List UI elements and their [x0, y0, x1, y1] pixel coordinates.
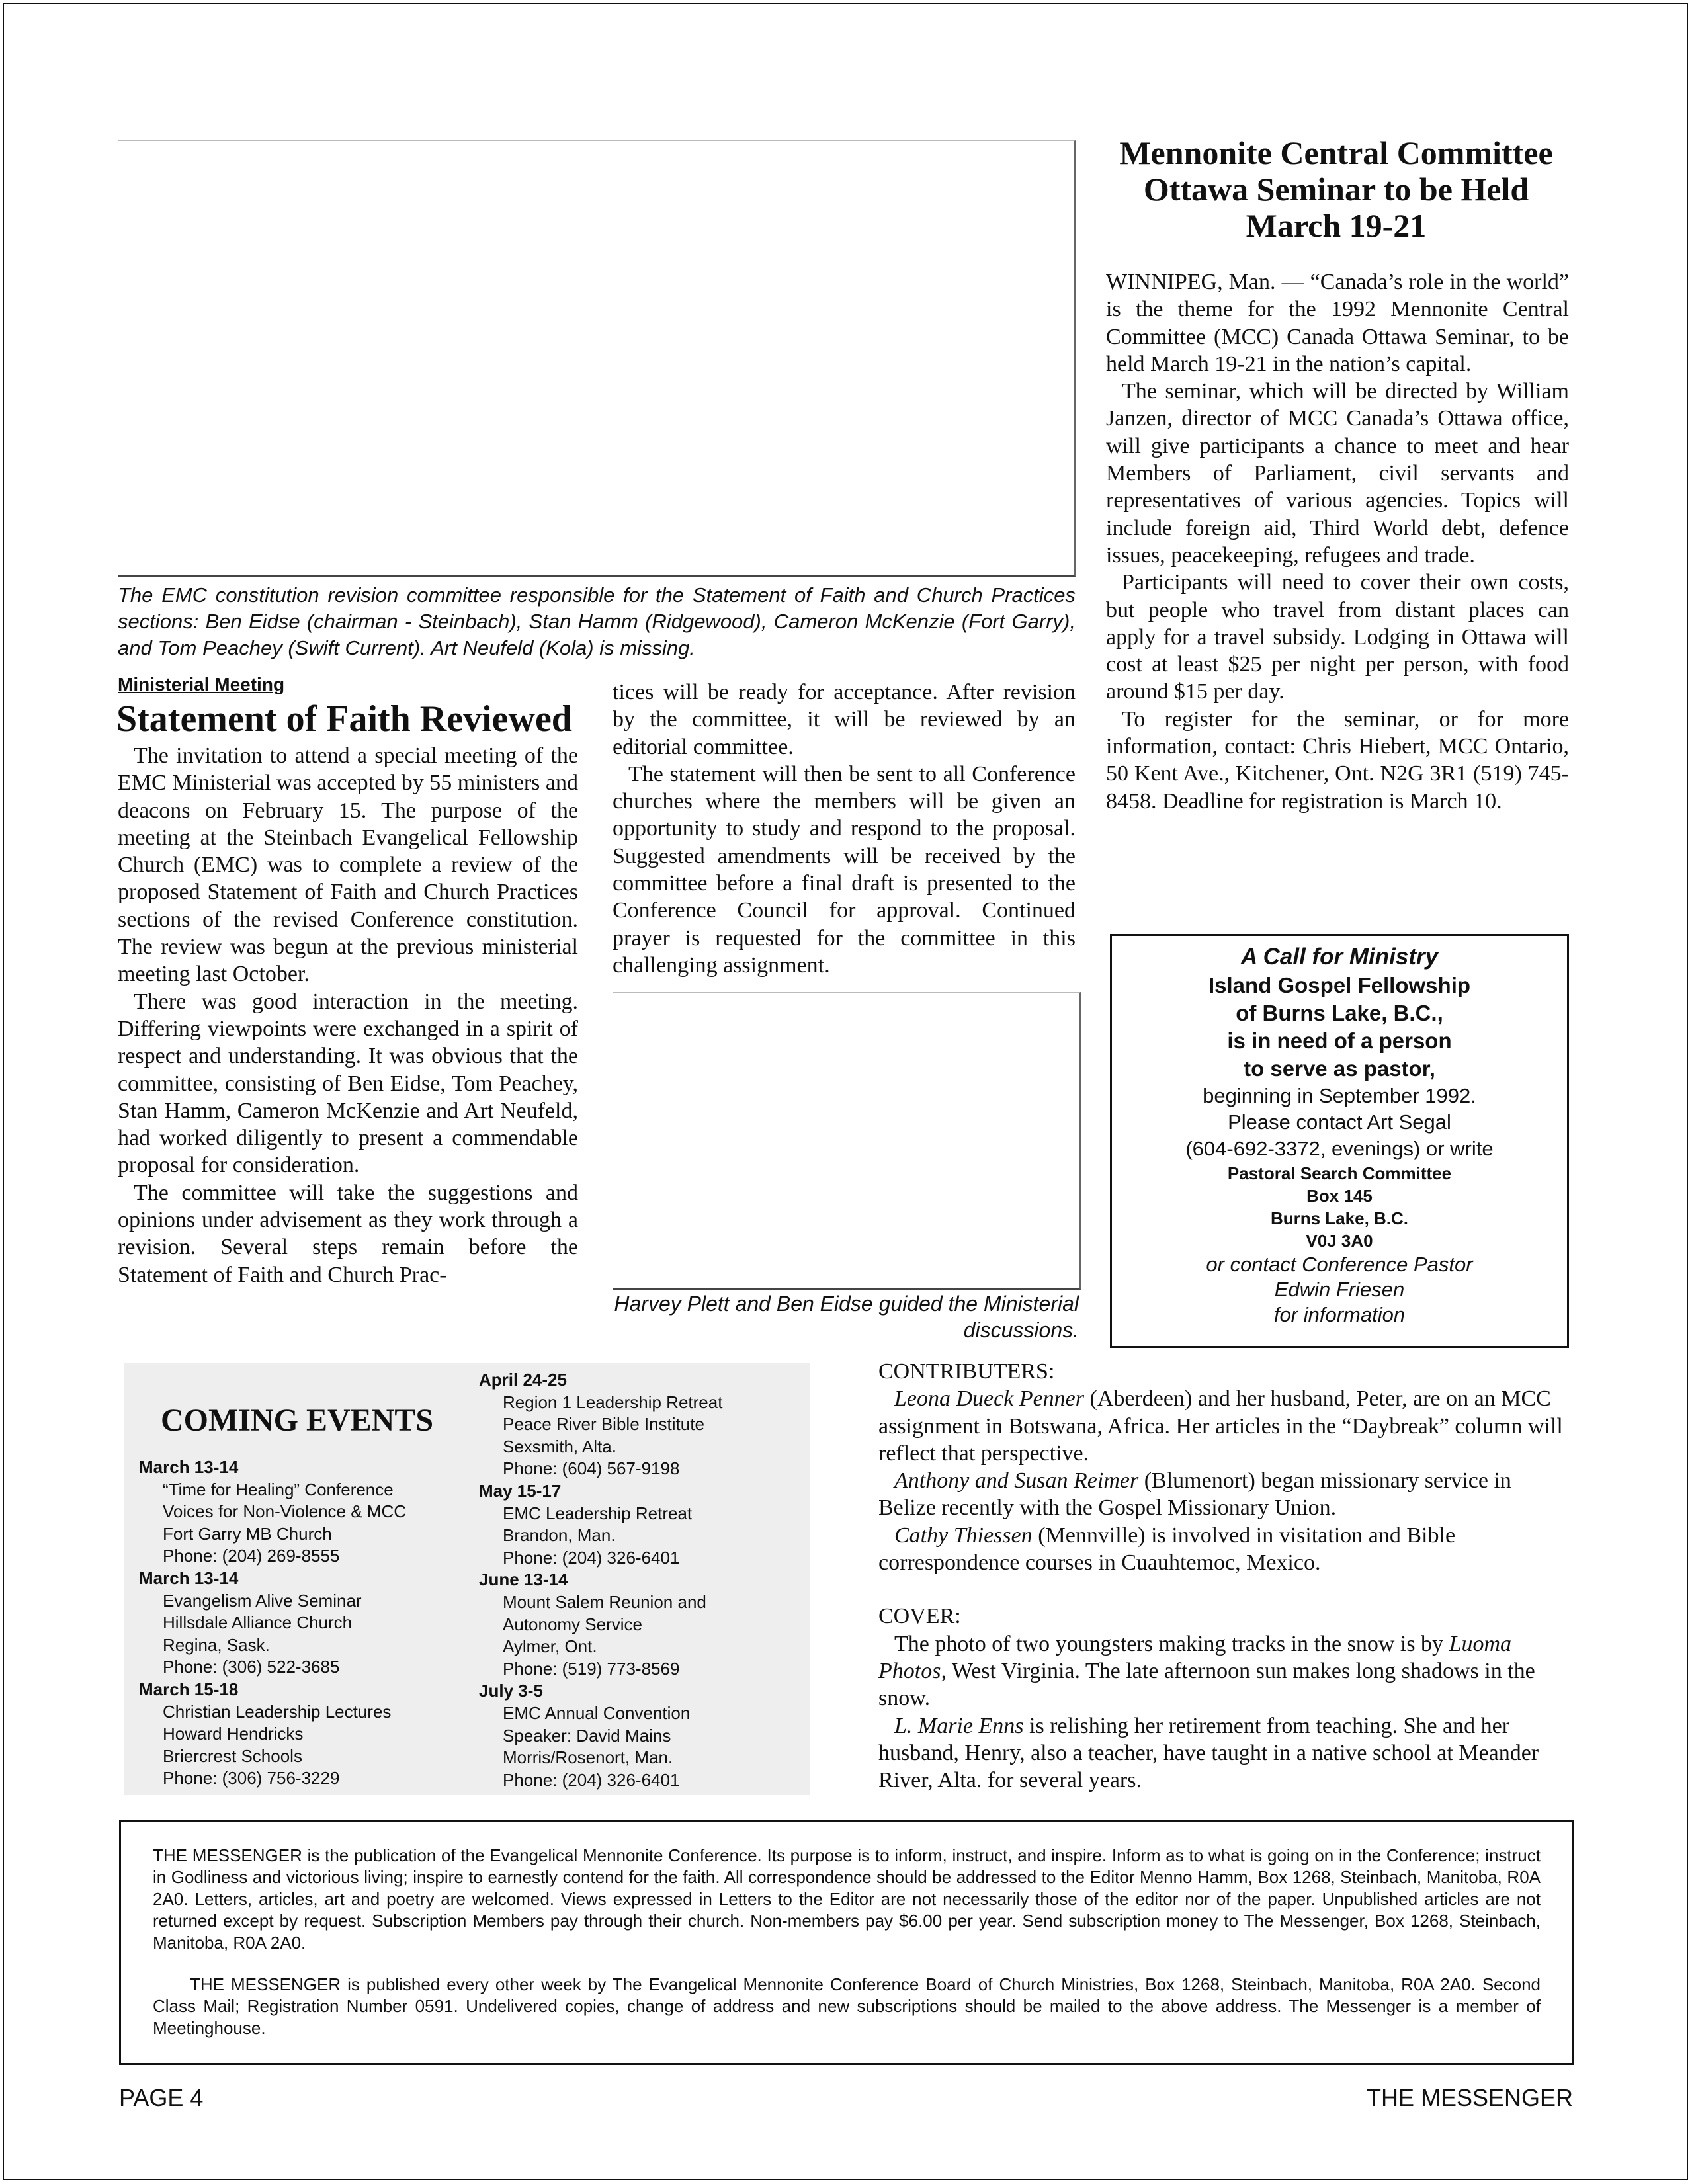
event-line: Briercrest Schools: [163, 1745, 302, 1766]
event-line: Brandon, Man.: [503, 1525, 616, 1546]
event-line: “Time for Healing” Conference: [163, 1479, 394, 1499]
contributor-item: [878, 1467, 1570, 1522]
call-title: A Call for Ministry: [1240, 944, 1439, 970]
ministerial-photo-caption: Harvey Plett and Ben Eidse guided the Ministerial discussions.: [614, 1292, 1079, 1342]
contributor-text: (Aberdeen) and her husband, Peter, are on an MCC assignment in Botswana, Africa. Her articles in the “Daybreak” column will reflect that perspective.: [878, 1386, 1563, 1466]
contributor-name: Cathy Thiessen: [894, 1523, 1033, 1548]
event-date: July 3-5: [479, 1681, 543, 1701]
mcc-paragraph: Participants will need to cover their own costs, but people who travel from distant places can apply for a travel subsidy. Lodging in Ottawa will cost at least $25 per night per person, with food around $15 per day.: [1106, 570, 1569, 704]
event-line: Regina, Sask.: [163, 1634, 270, 1655]
mcc-paragraph: To register for the seminar, or for more information, contact: Chris Hiebert, MCC Ontario, 50 Kent Ave., Kitchener, Ont. N2G 3R1 (519) 745-8458. Deadline for registration is March 10.: [1106, 706, 1569, 814]
article-paragraph: tices will be ready for acceptance. After revision by the committee, it will be reviewed by an editorial committee.: [613, 680, 1076, 759]
article-paragraph: There was good interaction in the meeting. Differing viewpoints were exchanged in a spirit of respect and understanding. It was obvious that the committee, consisting of Ben Eidse, Tom Peachey, Stan Hamm, Cameron McKenzie and Art Neufeld, had worked diligently to present a commendable proposal for consideration.: [118, 989, 578, 1178]
events-column-1: [139, 1456, 470, 1790]
event-date: May 15-17: [479, 1480, 562, 1501]
cover-paragraph: L. Marie Enns is relishing her retirement from teaching. She and her husband, Henry, also a teacher, have taught in a native school at Meander River, Alta. for several years.: [878, 1713, 1539, 1793]
call-address-line: Burns Lake, B.C.: [1270, 1208, 1409, 1228]
publication-name: THE MESSENGER: [1366, 2084, 1573, 2111]
event-line: Speaker: David Mains: [503, 1725, 671, 1745]
mcc-paragraph: The seminar, which will be directed by William Janzen, director of MCC Canada’s Ottawa office, will give participants a chance to meet and hear Members of Parliament, civil servants and representatives of various agencies. Topics will include foreign aid, Third World debt, defence issues, peacekeeping, refugees and trade.: [1106, 379, 1569, 567]
article-paragraph: The invitation to attend a special meeting of the EMC Ministerial was accepted by 55 ministers and deacons on February 15. The purpose of the meeting at the Steinbach Evangelical Fellowship Church (EMC) was to complete a review of the proposed Statement of Faith and Church Practices sections of the revised Conference constitution. The review was begun at the previous ministerial meeting last October.: [118, 743, 578, 987]
event-line: Howard Hendricks: [163, 1724, 304, 1744]
article-column-1: [118, 742, 578, 1288]
coming-events-title: COMING EVENTS: [161, 1403, 434, 1438]
event-line: Christian Leadership Lectures: [163, 1701, 392, 1722]
contributor-item: [878, 1522, 1570, 1577]
event-line: Voices for Non-Violence & MCC: [163, 1501, 407, 1522]
call-line: (604-692-3372, evenings) or write: [1185, 1137, 1494, 1160]
contributors-section: [878, 1358, 1570, 1794]
event-line: EMC Leadership Retreat: [503, 1503, 693, 1523]
call-bold-line: to serve as pastor,: [1244, 1056, 1435, 1081]
event-line: Peace River Bible Institute: [503, 1414, 704, 1435]
mcc-headline: Mennonite Central Committee Ottawa Seminar to be Held March 19-21: [1119, 134, 1553, 244]
event-line: Phone: (306) 756-3229: [163, 1768, 340, 1788]
call-italic-line: for information: [1273, 1303, 1406, 1326]
ministerial-photo: [613, 992, 1081, 1290]
committee-photo-caption: The EMC constitution revision committee responsible for the Statement of Faith and Church Practices sections: Ben Eidse (chairman - Steinbach), Stan Hamm (Ridgewood), Cameron McKenzie (Fort Garry), and Tom Peachey (Swift Current). Art Neufeld (Kola) is missing.: [118, 583, 1076, 659]
cover-heading: COVER:: [878, 1604, 961, 1629]
call-address-line: Pastoral Search Committee: [1227, 1163, 1452, 1183]
call-address-line: Box 145: [1306, 1186, 1373, 1206]
call-line: beginning in September 1992.: [1203, 1084, 1476, 1107]
call-for-ministry-box: [1110, 934, 1569, 1348]
call-line: Please contact Art Segal: [1228, 1111, 1451, 1134]
article-paragraph: The committee will take the suggestions and opinions under advisement as they work through a revision. Several steps remain before the Statement of Faith and Church Prac-: [118, 1180, 578, 1287]
call-address-line: V0J 3A0: [1306, 1231, 1373, 1251]
event-line: Evangelism Alive Seminar: [163, 1590, 362, 1611]
cover-paragraph: The photo of two youngsters making tracks in the snow is by Luoma Photos, West Virginia. The late afternoon sun makes long shadows in the snow.: [878, 1631, 1535, 1711]
contributor-text: (Mennville) is involved in visitation and Bible correspondence courses in Cuauhtemoc, Mexico.: [878, 1523, 1456, 1575]
coming-events-box: [124, 1363, 810, 1795]
call-italic-line: or contact Conference Pastor: [1206, 1253, 1473, 1276]
contributor-name: Anthony and Susan Reimer: [894, 1468, 1139, 1493]
event-line: Phone: (204) 326-6401: [503, 1769, 680, 1790]
call-bold-line: Island Gospel Fellowship: [1208, 973, 1471, 997]
call-italic-line: Edwin Friesen: [1274, 1278, 1405, 1301]
page-number: PAGE 4: [119, 2084, 204, 2111]
event-date: March 13-14: [139, 1568, 239, 1588]
event-line: Sexsmith, Alta.: [503, 1436, 616, 1456]
event-date: June 13-14: [479, 1570, 568, 1590]
event-date: March 15-18: [139, 1679, 239, 1699]
event-date: March 13-14: [139, 1457, 239, 1477]
event-line: Aylmer, Ont.: [503, 1636, 597, 1657]
call-bold-line: of Burns Lake, B.C.,: [1236, 1001, 1443, 1025]
event-line: Fort Garry MB Church: [163, 1523, 332, 1544]
contributor-text: (Blumenort) began missionary service in Belize recently with the Gospel Missionary Union.: [878, 1468, 1511, 1521]
mcc-article-body: [1106, 269, 1569, 815]
contributors-heading: CONTRIBUTERS:: [878, 1359, 1055, 1384]
article-headline: Statement of Faith Reviewed: [116, 698, 572, 739]
event-line: Region 1 Leadership Retreat: [503, 1392, 723, 1412]
event-line: Phone: (306) 522-3685: [163, 1657, 340, 1677]
call-bold-line: is in need of a person: [1227, 1029, 1452, 1053]
event-line: Morris/Rosenort, Man.: [503, 1747, 673, 1768]
event-line: Autonomy Service: [503, 1614, 642, 1634]
masthead-paragraph: THE MESSENGER is published every other week by The Evangelical Mennonite Conference Board of Church Ministries, Box 1268, Steinbach, Manitoba, R0A 2A0. Second Class Mail; Registration Number 0591. Undelivered copies, change of address and new subscriptions should be mailed to the above address. The Messenger is a member of Meetinghouse.: [153, 1974, 1541, 2038]
mcc-paragraph: WINNIPEG, Man. — “Canada’s role in the world” is the theme for the 1992 Mennonite Central Committee (MCC) Canada Ottawa Seminar, to be held March 19-21 in the nation’s capital.: [1106, 270, 1569, 376]
committee-photo: [118, 140, 1076, 577]
event-line: EMC Annual Convention: [503, 1702, 691, 1723]
event-line: Mount Salem Reunion and: [503, 1591, 706, 1612]
events-column-2: [479, 1369, 796, 1791]
article-column-2: [613, 679, 1076, 979]
cover-photographer: Luoma Photos,: [878, 1631, 1512, 1683]
event-line: Phone: (204) 269-8555: [163, 1546, 340, 1566]
event-line: Phone: (604) 567-9198: [503, 1458, 680, 1479]
event-line: Phone: (204) 326-6401: [503, 1547, 680, 1568]
event-line: Phone: (519) 773-8569: [503, 1658, 680, 1679]
event-line: Hillsdale Alliance Church: [163, 1613, 353, 1633]
masthead-paragraph: THE MESSENGER is the publication of the Evangelical Mennonite Conference. Its purpose is to inform, instruct, and inspire. Inform as to what is going on in the Conference; instruct in Godliness and victorious living; inspire to earnestly contend for the faith. All correspondence should be addressed to the Editor Menno Hamm, Box 1268, Steinbach, Manitoba, R0A 2A0. Letters, articles, art and poetry are welcomed. Views expressed in Letters to the Editor are not necessarily those of the editor nor of the paper. Unpublished articles are not returned except by request. Subscription Members pay through their church. Non-members pay $6.00 per year. Send subscription money to The Messenger, Box 1268, Steinbach, Manitoba, R0A 2A0.: [153, 1845, 1541, 1953]
masthead-box: [119, 1820, 1574, 2065]
article-kicker: Ministerial Meeting: [118, 674, 285, 694]
article-paragraph: The statement will then be sent to all Conference churches where the members will be given an opportunity to study and respond to the proposal. Suggested amendments will be received by the committee before a final draft is presented to the Conference Council for approval. Continued prayer is requested for the committee in this challenging assignment.: [613, 761, 1076, 978]
event-date: April 24-25: [479, 1370, 567, 1390]
contributor-item: [878, 1385, 1570, 1467]
cover-author: L. Marie Enns: [894, 1713, 1024, 1738]
contributor-name: Leona Dueck Penner: [894, 1386, 1085, 1411]
